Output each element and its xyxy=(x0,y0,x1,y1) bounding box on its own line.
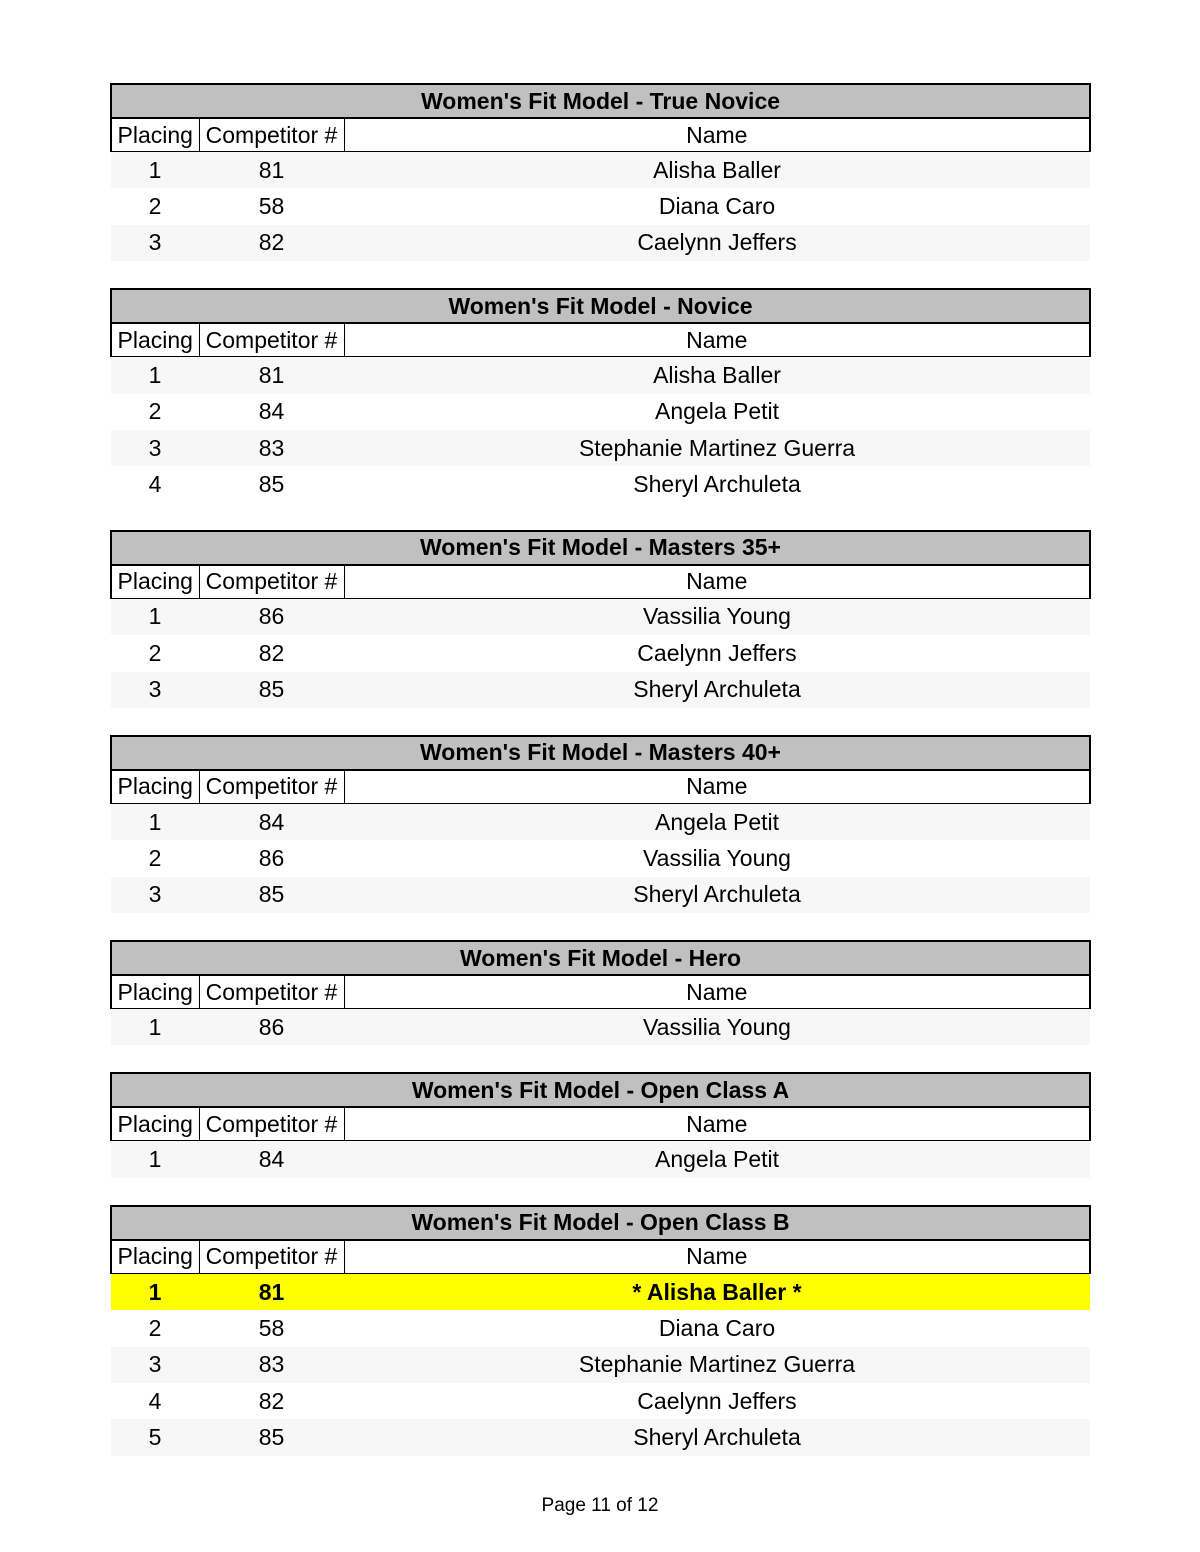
name-cell: Diana Caro xyxy=(658,1314,776,1341)
name-header: Name xyxy=(344,770,1090,804)
name-cell: Vassilia Young xyxy=(344,1009,1090,1046)
table-row xyxy=(111,1310,1090,1346)
section-spacer xyxy=(110,1178,1089,1205)
results-tables xyxy=(110,83,1089,1456)
section-title: Women's Fit Model - Novice xyxy=(111,289,1090,323)
name-cell: Vassilia Young xyxy=(643,844,791,871)
competitor-header: Competitor # xyxy=(199,770,344,804)
table-row xyxy=(111,357,1090,394)
placing-cell: 5 xyxy=(111,1419,199,1455)
placing-cell: 1 xyxy=(111,803,199,840)
section-spacer xyxy=(110,503,1089,530)
competitor-header: Competitor # xyxy=(199,118,344,152)
competitor-header: Competitor # xyxy=(199,1240,344,1274)
competitor-cell: 81 xyxy=(199,357,344,394)
placing-cell: 2 xyxy=(148,398,162,425)
section-title: Women's Fit Model - True Novice xyxy=(111,84,1090,118)
section-spacer xyxy=(110,1045,1089,1072)
name-header: Name xyxy=(344,975,1090,1009)
table-row xyxy=(111,1383,1090,1419)
name-cell: Sheryl Archuleta xyxy=(344,877,1090,913)
competitor-cell: 82 xyxy=(258,639,285,666)
competitor-cell: 82 xyxy=(258,1387,285,1414)
name-cell: Sheryl Archuleta xyxy=(633,471,801,498)
placing-cell: 2 xyxy=(148,1314,162,1341)
table-row xyxy=(111,152,1090,189)
table-row xyxy=(111,1009,1090,1046)
name-cell: Sheryl Archuleta xyxy=(344,1419,1090,1455)
section-spacer xyxy=(110,708,1089,735)
competitor-cell: 85 xyxy=(199,877,344,913)
table-row xyxy=(111,803,1090,840)
section-title: Women's Fit Model - Hero xyxy=(111,941,1090,975)
table-row xyxy=(111,1419,1090,1455)
placing-header: Placing xyxy=(111,770,199,804)
name-header: Name xyxy=(344,323,1090,357)
placing-cell: 3 xyxy=(111,225,199,261)
highlighted-row xyxy=(111,1273,1090,1310)
competitor-cell: 58 xyxy=(258,193,285,220)
table-row xyxy=(111,466,1090,502)
placing-cell: 3 xyxy=(111,877,199,913)
placing-cell: 1 xyxy=(111,598,199,635)
table-row xyxy=(111,598,1090,635)
name-cell: Caelynn Jeffers xyxy=(344,225,1090,261)
table-row xyxy=(111,394,1090,430)
placing-header: Placing xyxy=(111,565,199,599)
placing-header: Placing xyxy=(111,118,199,152)
placing-cell: 3 xyxy=(111,1347,199,1383)
name-cell: Angela Petit xyxy=(344,803,1090,840)
name-cell: Diana Caro xyxy=(658,193,776,220)
results-table xyxy=(110,1205,1091,1456)
competitor-cell: 81 xyxy=(199,152,344,189)
table-row xyxy=(111,225,1090,261)
competitor-header: Competitor # xyxy=(199,975,344,1009)
section-title: Women's Fit Model - Masters 35+ xyxy=(111,531,1090,565)
results-table xyxy=(110,1072,1091,1177)
competitor-cell: 85 xyxy=(199,1419,344,1455)
table-row xyxy=(111,877,1090,913)
placing-header: Placing xyxy=(111,1240,199,1274)
competitor-cell: 81 xyxy=(199,1273,344,1310)
table-row xyxy=(111,430,1090,466)
name-header: Name xyxy=(344,1107,1090,1141)
table-row xyxy=(111,188,1090,224)
section-spacer xyxy=(110,261,1089,288)
competitor-cell: 84 xyxy=(199,803,344,840)
competitor-cell: 84 xyxy=(199,1141,344,1178)
name-header: Name xyxy=(344,118,1090,152)
name-cell: Stephanie Martinez Guerra xyxy=(344,430,1090,466)
competitor-header: Competitor # xyxy=(199,1107,344,1141)
competitor-cell: 85 xyxy=(199,672,344,708)
placing-cell: 3 xyxy=(111,672,199,708)
placing-cell: 1 xyxy=(111,1141,199,1178)
placing-cell: 4 xyxy=(148,1387,162,1414)
table-row xyxy=(111,1141,1090,1178)
placing-cell: 1 xyxy=(111,1009,199,1046)
table-row xyxy=(111,635,1090,671)
results-table xyxy=(110,940,1091,1045)
competitor-cell: 86 xyxy=(258,844,285,871)
competitor-cell: 86 xyxy=(199,598,344,635)
placing-cell: 2 xyxy=(148,193,162,220)
placing-cell: 1 xyxy=(111,152,199,189)
results-table xyxy=(110,735,1091,913)
placing-cell: 1 xyxy=(111,1273,199,1310)
name-header: Name xyxy=(344,1240,1090,1274)
results-table xyxy=(110,288,1091,503)
table-row xyxy=(111,1347,1090,1383)
results-table xyxy=(110,83,1091,261)
placing-header: Placing xyxy=(111,975,199,1009)
section-title: Women's Fit Model - Masters 40+ xyxy=(111,736,1090,770)
placing-cell: 1 xyxy=(111,357,199,394)
name-cell: * Alisha Baller * xyxy=(344,1273,1090,1310)
name-cell: Caelynn Jeffers xyxy=(637,639,797,666)
table-row xyxy=(111,840,1090,876)
competitor-cell: 83 xyxy=(199,430,344,466)
name-cell: Stephanie Martinez Guerra xyxy=(344,1347,1090,1383)
competitor-cell: 58 xyxy=(258,1314,285,1341)
name-cell: Vassilia Young xyxy=(344,598,1090,635)
placing-cell: 4 xyxy=(148,471,162,498)
placing-cell: 2 xyxy=(148,844,162,871)
competitor-cell: 86 xyxy=(199,1009,344,1046)
name-header: Name xyxy=(344,565,1090,599)
placing-header: Placing xyxy=(111,1107,199,1141)
name-cell: Caelynn Jeffers xyxy=(637,1387,797,1414)
section-spacer xyxy=(110,913,1089,940)
placing-cell: 2 xyxy=(148,639,162,666)
competitor-header: Competitor # xyxy=(199,323,344,357)
name-cell: Angela Petit xyxy=(344,1141,1090,1178)
name-cell: Alisha Baller xyxy=(344,357,1090,394)
name-cell: Alisha Baller xyxy=(344,152,1090,189)
competitor-cell: 82 xyxy=(199,225,344,261)
competitor-cell: 84 xyxy=(258,398,285,425)
results-table xyxy=(110,530,1091,708)
competitor-header: Competitor # xyxy=(199,565,344,599)
name-cell: Sheryl Archuleta xyxy=(344,672,1090,708)
page-number: Page 11 of 12 xyxy=(541,1495,659,1516)
competitor-cell: 83 xyxy=(199,1347,344,1383)
competitor-cell: 85 xyxy=(258,471,285,498)
placing-cell: 3 xyxy=(111,430,199,466)
placing-header: Placing xyxy=(111,323,199,357)
name-cell: Angela Petit xyxy=(655,398,780,425)
section-title: Women's Fit Model - Open Class B xyxy=(111,1206,1090,1240)
table-row xyxy=(111,672,1090,708)
section-title: Women's Fit Model - Open Class A xyxy=(111,1073,1090,1107)
